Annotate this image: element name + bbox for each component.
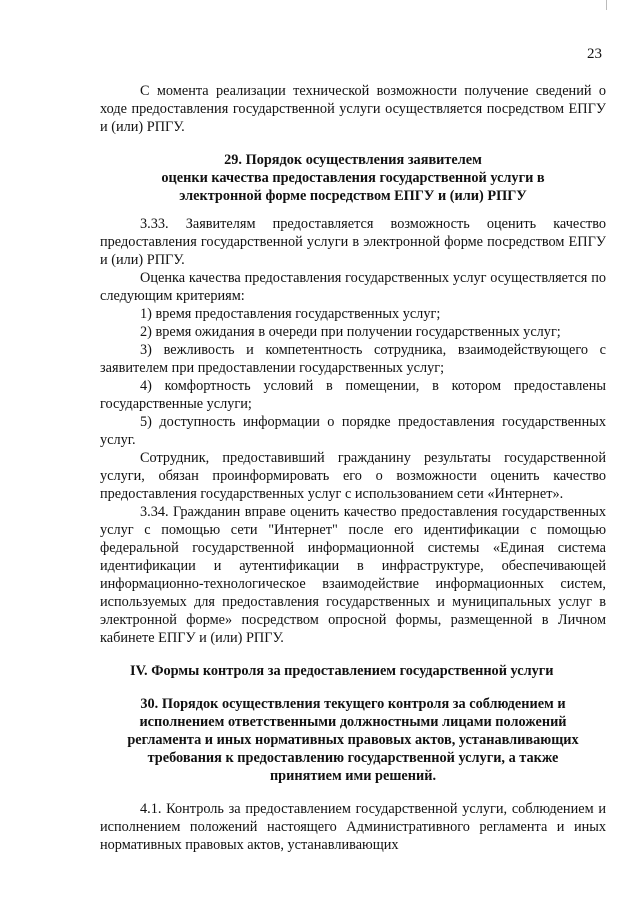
criteria-item: 5) доступность информации о порядке предоставления государственных услуг. [100,414,606,448]
criteria-item: 3) вежливость и компетентность сотрудника, взаимодействующего с заявителем при предоставлении государственных услуг; [100,342,606,376]
paragraph-4-1: 4.1. Контроль за предоставлением государственной услуги, соблюдением и исполнением положений настоящего Административного регламента и иных нормативных правовых актов, устанавливающих [100,801,606,853]
paragraph-3-33: 3.33. Заявителям предоставляется возможность оценить качество предоставления государственной услуги в электронной форме посредством ЕПГУ и (или) РПГУ. [100,216,606,268]
section-30-heading [100,695,606,785]
criteria-item: 4) комфортность условий в помещении, в котором предоставлены государственные услуги; [100,378,606,412]
section-iv-heading: IV. Формы контроля за предоставлением государственной услуги [130,663,554,679]
section-29-heading-line-1: 29. Порядок осуществления заявителем [224,152,482,168]
criteria-list [100,305,606,449]
intro-paragraph: С момента реализации технической возможности получение сведений о ходе предоставления государственной услуги осуществляется посредством ЕПГУ и (или) РПГУ. [100,83,606,135]
paragraph-3-34: 3.34. Гражданин вправе оценить качество предоставления государственных услуг с помощью сети "Интернет" после его идентификации с помощью федеральной государственной информационной системы «Единая система идентификации и аутентификации в инфраструктуре, обеспечивающей информационно-технологическое взаимодействие информационных систем, используемых для предоставления государственных и муниципальных услуг в электронной форме» посредством опросной формы, размещенной в Личном кабинете ЕПГУ и (или) РПГУ. [100,504,606,646]
section-30-heading-line-1: 30. Порядок осуществления текущего контроля за соблюдением и [140,696,566,712]
employee-paragraph: Сотрудник, предоставивший гражданину результаты государственной услуги, обязан проинформировать его о возможности оценить качество предоставления государственных услуг с использованием сети «Интернет». [100,450,606,502]
section-30-heading-line-4: требования к предоставлению государственной услуги, а также [147,750,559,766]
criteria-item: 2) время ожидания в очереди при получении государственных услуг; [140,324,561,340]
page-number: 23 [587,46,602,62]
page-content [100,82,606,854]
section-30-heading-line-5: принятием ими решений. [269,768,437,784]
section-29-heading-line-2: оценки качества предоставления государственной услуги в [161,170,545,186]
section-30-heading-line-3: регламента и иных нормативных правовых актов, устанавливающих [127,732,579,748]
section-29-heading-line-3: электронной форме посредством ЕПГУ и (или) РПГУ [179,188,527,204]
criteria-intro: Оценка качества предоставления государственных услуг осуществляется по следующим критериям: [100,270,606,304]
criteria-item: 1) время предоставления государственных услуг; [140,306,441,322]
section-29-heading [100,151,606,205]
section-30-heading-line-2: исполнением ответственными должностными лицами положений [139,714,567,730]
scan-edge-mark [606,0,607,10]
